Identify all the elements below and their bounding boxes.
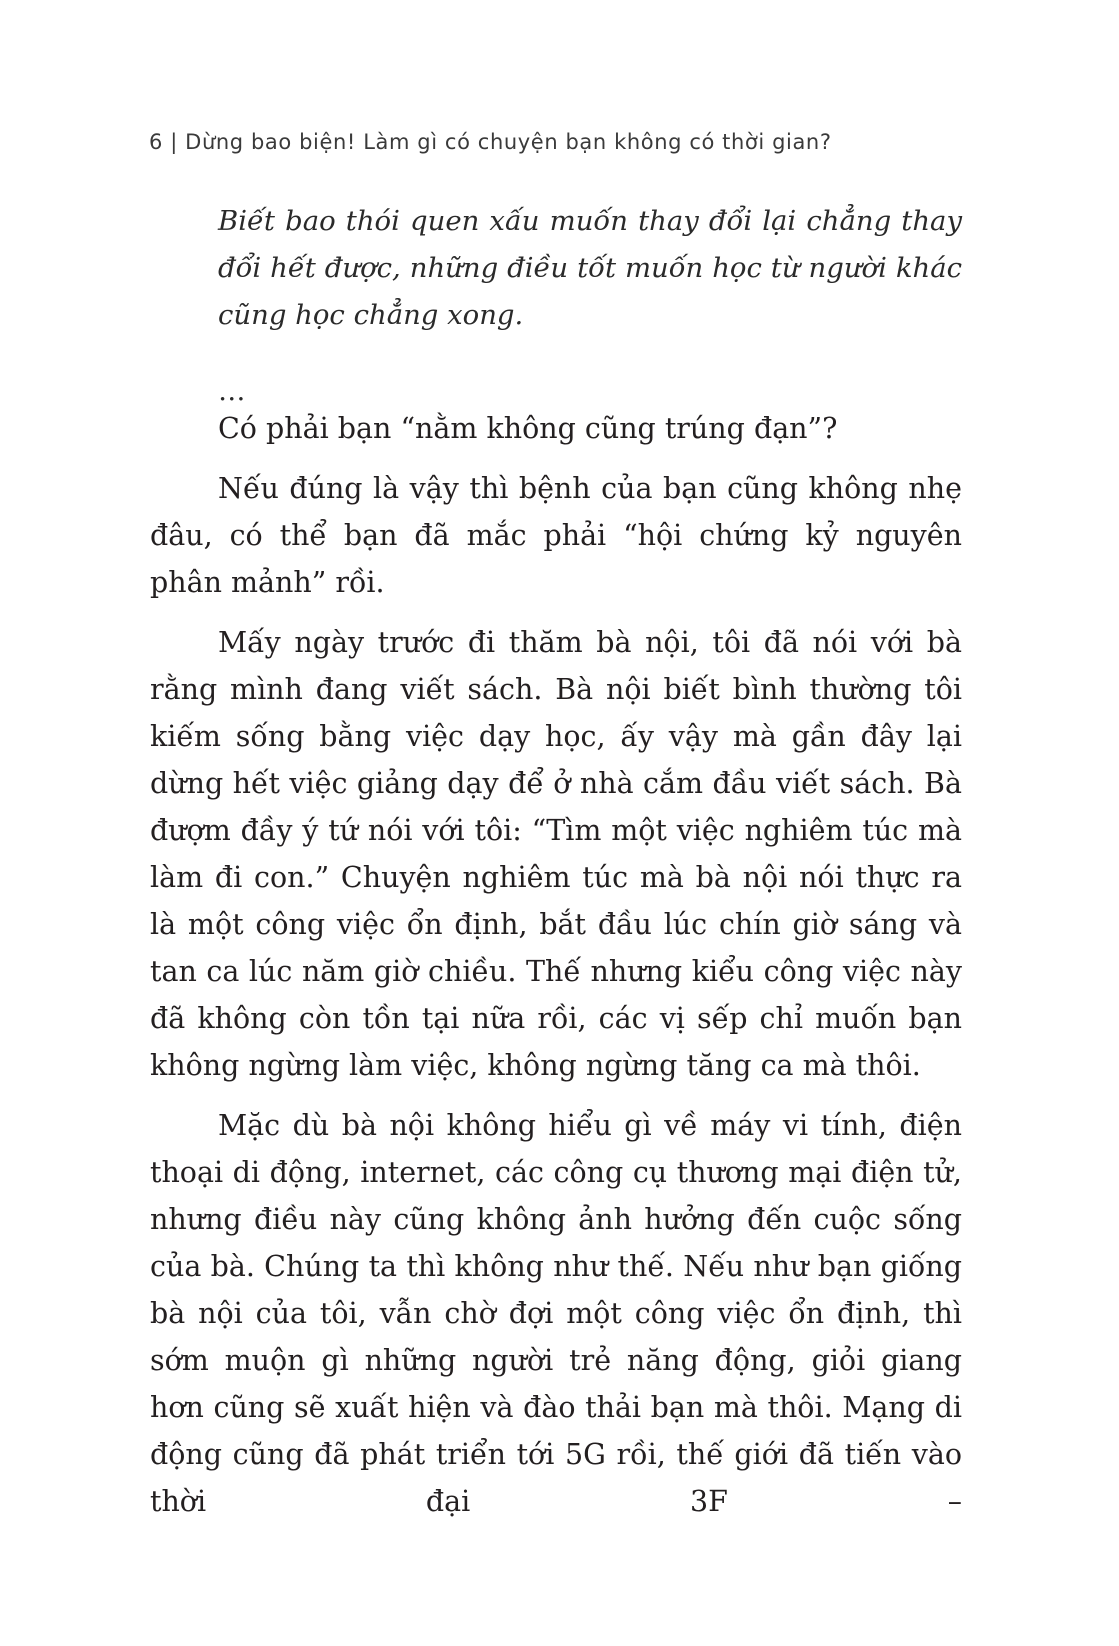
paragraph: Mặc dù bà nội không hiểu gì về máy vi tính, điện thoại di động, internet, các công cụ thương mại điện tử, nhưng điều này cũng không ảnh hưởng đến cuộc sống của bà. Chúng ta thì không như thế. Nếu như bạn giống bà nội của tôi, vẫn chờ đợi một công việc ổn định, thì sớm muộn gì những người trẻ năng động, giỏi giang hơn cũng sẽ xuất hiện và đào thải bạn mà thôi. Mạng di động cũng đã phát triển tới 5G rồi, thế giới đã tiến vào thời đại 3F – [150,1109,962,1518]
body-text [150,405,962,1538]
running-header: 6 | Dừng bao biện! Làm gì có chuyện bạn không có thời gian? [149,130,832,154]
ellipsis: … [218,375,246,407]
italic-quote: Biết bao thói quen xấu muốn thay đổi lại chẳng thay đổi hết được, những điều tốt muốn học từ người khác cũng học chẳng xong. [218,205,962,331]
paragraph: Nếu đúng là vậy thì bệnh của bạn cũng không nhẹ đâu, có thể bạn đã mắc phải “hội chứng kỷ nguyên phân mảnh” rồi. [150,472,962,599]
paragraph: Có phải bạn “nằm không cũng trúng đạn”? [218,412,838,445]
paragraph: Mấy ngày trước đi thăm bà nội, tôi đã nói với bà rằng mình đang viết sách. Bà nội biết bình thường tôi kiếm sống bằng việc dạy học, ấy vậy mà gần đây lại dừng hết việc giảng dạy để ở nhà cắm đầu viết sách. Bà đượm đầy ý tứ nói với tôi: “Tìm một việc nghiêm túc mà làm đi con.” Chuyện nghiêm túc mà bà nội nói thực ra là một công việc ổn định, bắt đầu lúc chín giờ sáng và tan ca lúc năm giờ chiều. Thế nhưng kiểu công việc này đã không còn tồn tại nữa rồi, các vị sếp chỉ muốn bạn không ngừng làm việc, không ngừng tăng ca mà thôi. [150,626,962,1082]
